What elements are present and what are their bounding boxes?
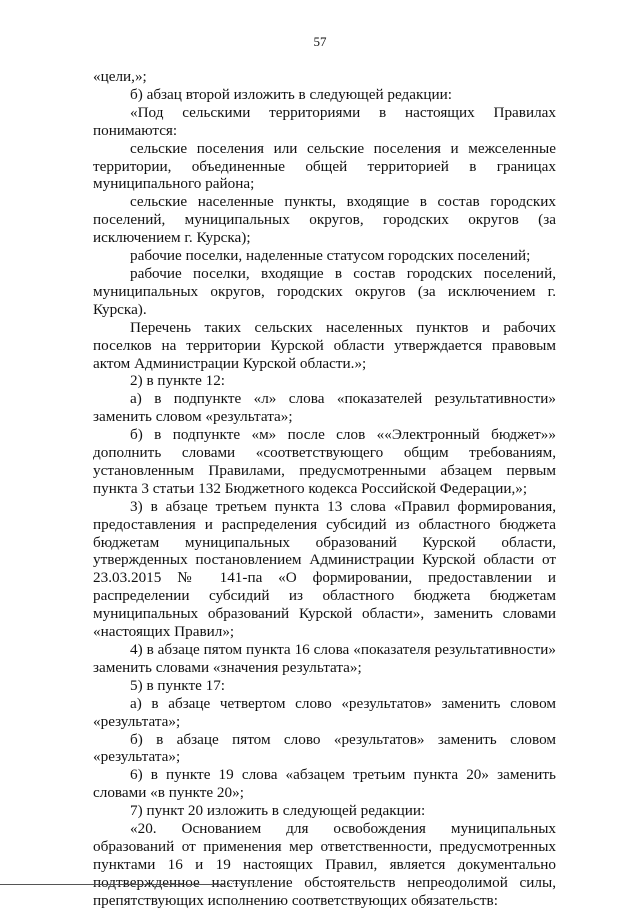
paragraph: «20. Основанием для освобождения муниципальных образований от применения мер ответственности, предусмотренных пунктами 16 и 19 настоящих Правил, является документально подтвержденное наступление обстоятельств непреодолимой силы, препятствующих исполнению соответствующих обязательств:	[93, 820, 556, 909]
paragraph: 4) в абзаце пятом пункта 16 слова «показателя результативности» заменить словами «значения результата»;	[93, 641, 556, 676]
paragraph: б) абзац второй изложить в следующей редакции:	[130, 85, 452, 103]
paragraph: Перечень таких сельских населенных пунктов и рабочих поселков на территории Курской области утверждается правовым актом Администрации Курской области.»;	[93, 318, 556, 372]
paragraph: сельские поселения или сельские поселения и межселенные территории, объединенные общей территорией в границах муниципального района;	[93, 139, 556, 193]
paragraph: 2) в пункте 12:	[130, 372, 226, 390]
paragraph: рабочие поселки, наделенные статусом городских поселений;	[130, 247, 531, 265]
paragraph: 7) пункт 20 изложить в следующей редакции:	[130, 802, 426, 820]
paragraph: 3) в абзаце третьем пункта 13 слова «Правил формирования, предоставления и распределения субсидий из областного бюджета бюджетам муниципальных образований Курской области, утвержденных постановлением Администрации Курской области от 23.03.2015 № 141-па «О формировании, предоставлении и распределении субсидий из областного бюджета бюджетам муниципальных образований Курской области», заменить словами «настоящих Правил»;	[93, 497, 556, 641]
paragraph: 6) в пункте 19 слова «абзацем третьим пункта 20» заменить словами «в пункте 20»;	[93, 766, 556, 802]
paragraph: «Под сельскими территориями в настоящих Правилах понимаются:	[93, 103, 556, 139]
footer-rule-dots	[228, 883, 258, 884]
paragraph: а) в абзаце четвертом слово «результатов» заменить словом «результата»;	[93, 694, 556, 730]
footer-rule	[0, 884, 225, 885]
paragraph: а) в подпункте «л» слова «показателей результативности» заменить словом «результата»;	[93, 390, 556, 426]
paragraph: сельские населенные пункты, входящие в состав городских поселений, муниципальных округов, городских округов (за исключением г. Курска);	[93, 193, 556, 247]
paragraph: «цели,»;	[93, 68, 147, 85]
paragraph: рабочие поселки, входящие в состав городских поселений, муниципальных округов, городских округов (за исключением г. Курска).	[93, 264, 556, 318]
page-number: 57	[313, 34, 327, 49]
paragraph: 5) в пункте 17:	[130, 676, 226, 694]
paragraph: б) в абзаце пятом слово «результатов» заменить словом «результата»;	[93, 730, 556, 766]
document-body	[93, 68, 556, 910]
paragraph: б) в подпункте «м» после слов ««Электронный бюджет»» дополнить словами «соответствующего общим требованиям, установленным Правилами, предусмотренными абзацем первым пункта 3 статьи 132 Бюджетного кодекса Российской Федерации,»;	[93, 426, 556, 497]
